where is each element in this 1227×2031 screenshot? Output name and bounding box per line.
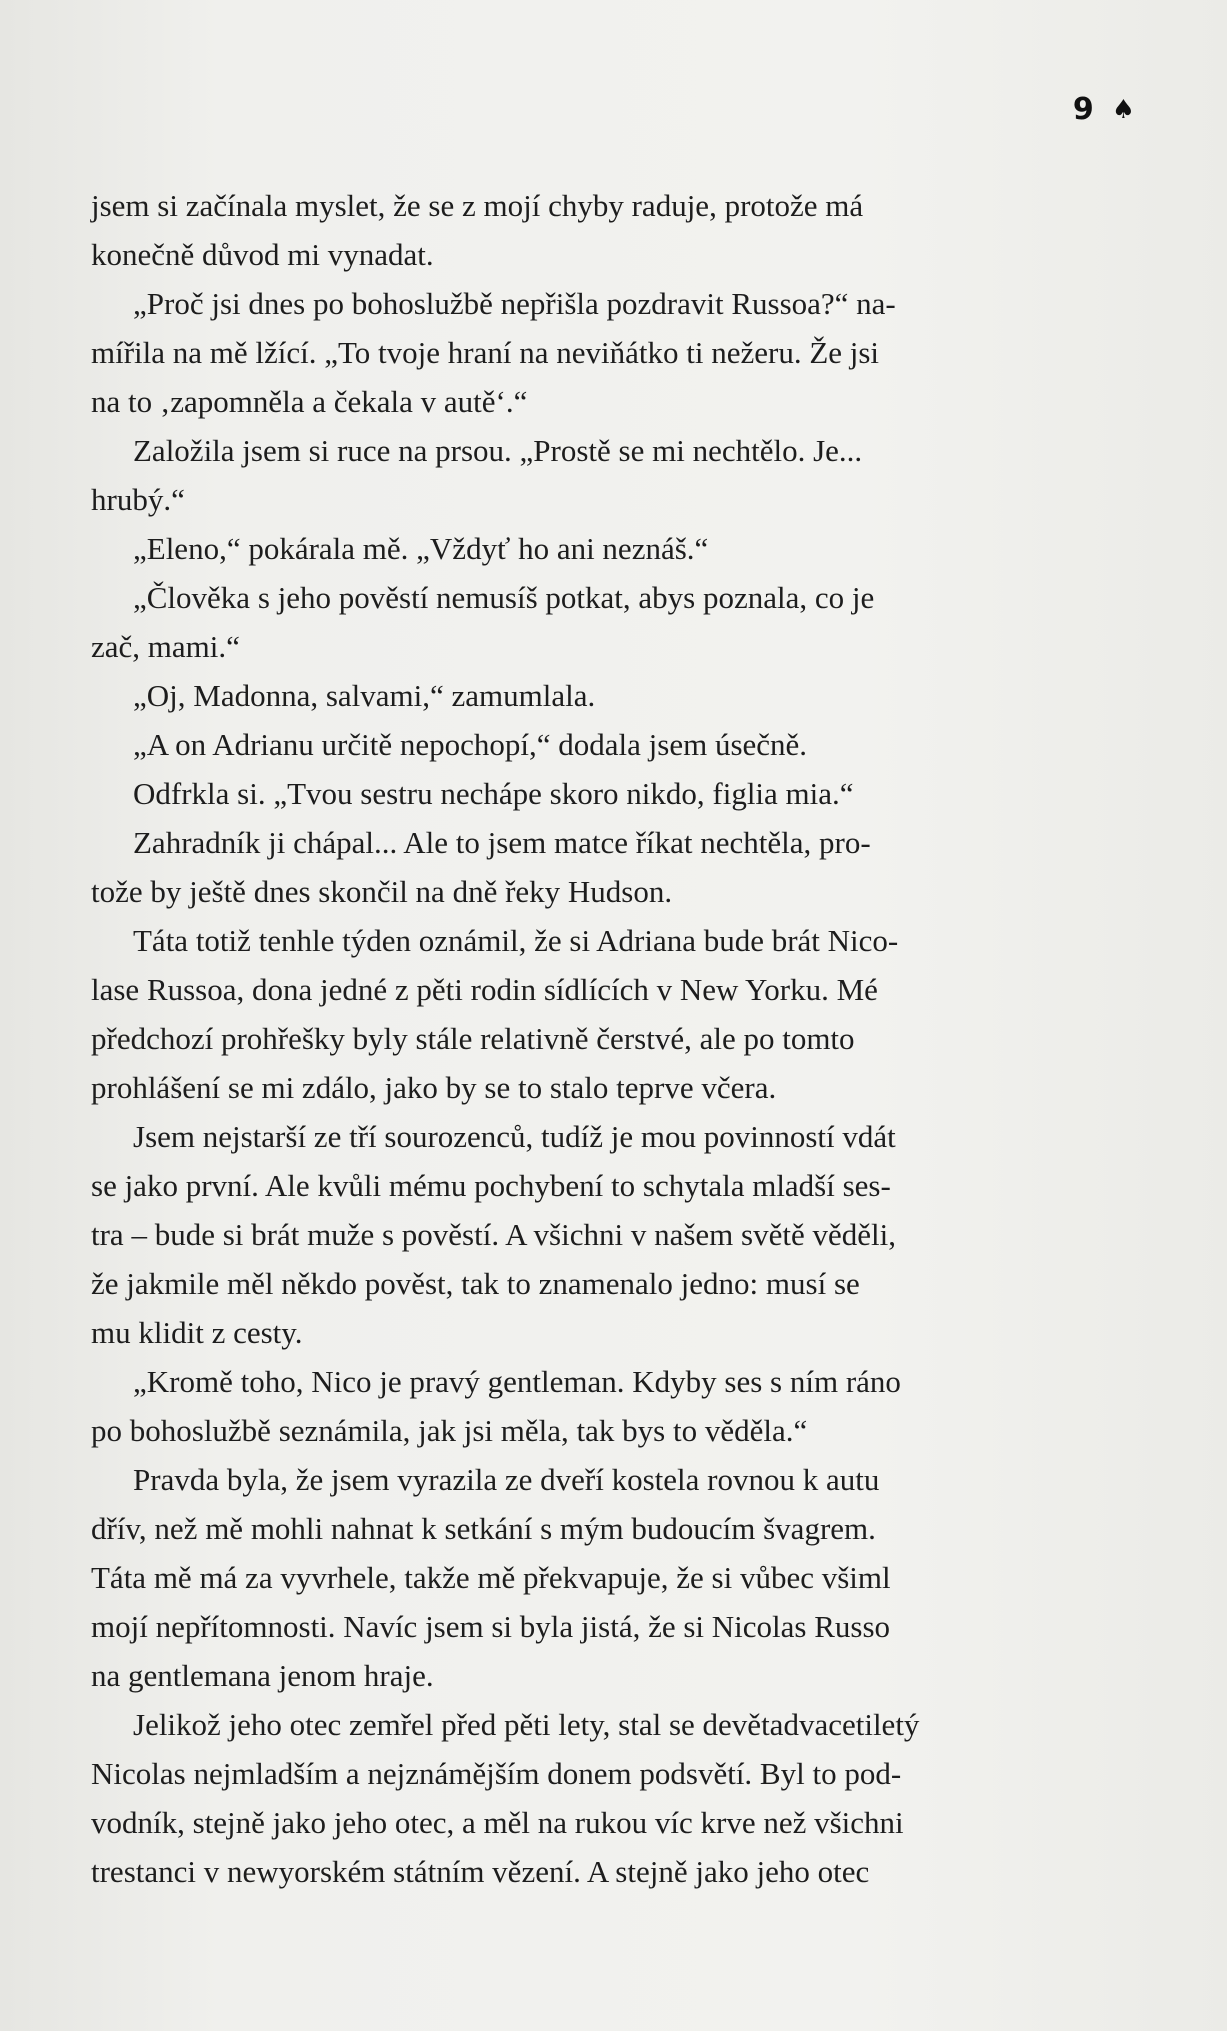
paragraph-9: Zahradník ji chápal... Ale to jsem matce říkat nechtěla, pro- tože by ještě dnes skončil na dně řeky Hudson. <box>91 825 871 909</box>
paragraph-13: Pravda byla, že jsem vyrazila ze dveří kostela rovnou k autu dřív, než mě mohli nahnat k setkání s mým budoucím švagrem. Táta mě má za vyvrhele, takže mě překvapuje, že si vůbec všiml mojí nepřítomnosti. Navíc jsem si byla jistá, že si Nicolas Russo na gentlemana jenom hraje. <box>91 1462 891 1693</box>
paragraph-3: Založila jsem si ruce na prsou. „Prostě se mi nechtělo. Je... hrubý.“ <box>91 433 863 517</box>
paragraph-11: Jsem nejstarší ze tří sourozenců, tudíž je mou povinností vdát se jako první. Ale kvůli mému pochybení to schytala mladší ses- tra – bude si brát muže s pověstí. A všichni v našem světě věděli, že jakmile měl někdo pověst, tak to znamenalo jedno: musí se mu klidit z cesty. <box>91 1119 896 1350</box>
paragraph-8: Odfrkla si. „Tvou sestru nechápe skoro nikdo, figlia mia.“ <box>133 776 854 811</box>
paragraph-2: „Proč jsi dnes po bohoslužbě nepřišla pozdravit Russoa?“ na- mířila na mě lžící. „To tvoje hraní na neviňátko ti nežeru. Že jsi na to ‚zapomněla a čekala v autě‘.“ <box>91 286 896 419</box>
paragraph-5: „Člověka s jeho pověstí nemusíš potkat, abys poznala, co je zač, mami.“ <box>91 580 875 664</box>
paragraph-4: „Eleno,“ pokárala mě. „Vždyť ho ani neznáš.“ <box>133 531 709 566</box>
paragraph-1: jsem si začínala myslet, že se z mojí chyby raduje, protože má konečně důvod mi vynadat. <box>91 188 864 272</box>
paragraph-12: „Kromě toho, Nico je pravý gentleman. Kdyby ses s ním ráno po bohoslužbě seznámila, jak jsi měla, tak bys to věděla.“ <box>91 1364 901 1448</box>
spade-icon: ♠ <box>1111 94 1135 125</box>
page-number: 9 <box>1072 92 1094 127</box>
paragraph-10: Táta totiž tenhle týden oznámil, že si Adriana bude brát Nico- lase Russoa, dona jedné z pěti rodin sídlících v New Yorku. Mé předchozí prohřešky byly stále relativně čerstvé, ale po tomto prohlášení se mi zdálo, jako by se to stalo teprve včera. <box>91 923 899 1105</box>
paragraph-14: Jelikož jeho otec zemřel před pěti lety, stal se devětadvacetiletý Nicolas nejmladším a nejznámějším donem podsvětí. Byl to pod- vodník, stejně jako jeho otec, a měl na rukou víc krve než všichni trestanci v newyorském státním vězení. A stejně jako jeho otec <box>91 1707 920 1889</box>
paragraph-7: „A on Adrianu určitě nepochopí,“ dodala jsem úsečně. <box>133 727 808 762</box>
paragraph-6: „Oj, Madonna, salvami,“ zamumlala. <box>133 678 596 713</box>
body-text <box>91 181 1111 1896</box>
page-header <box>1073 92 1135 127</box>
